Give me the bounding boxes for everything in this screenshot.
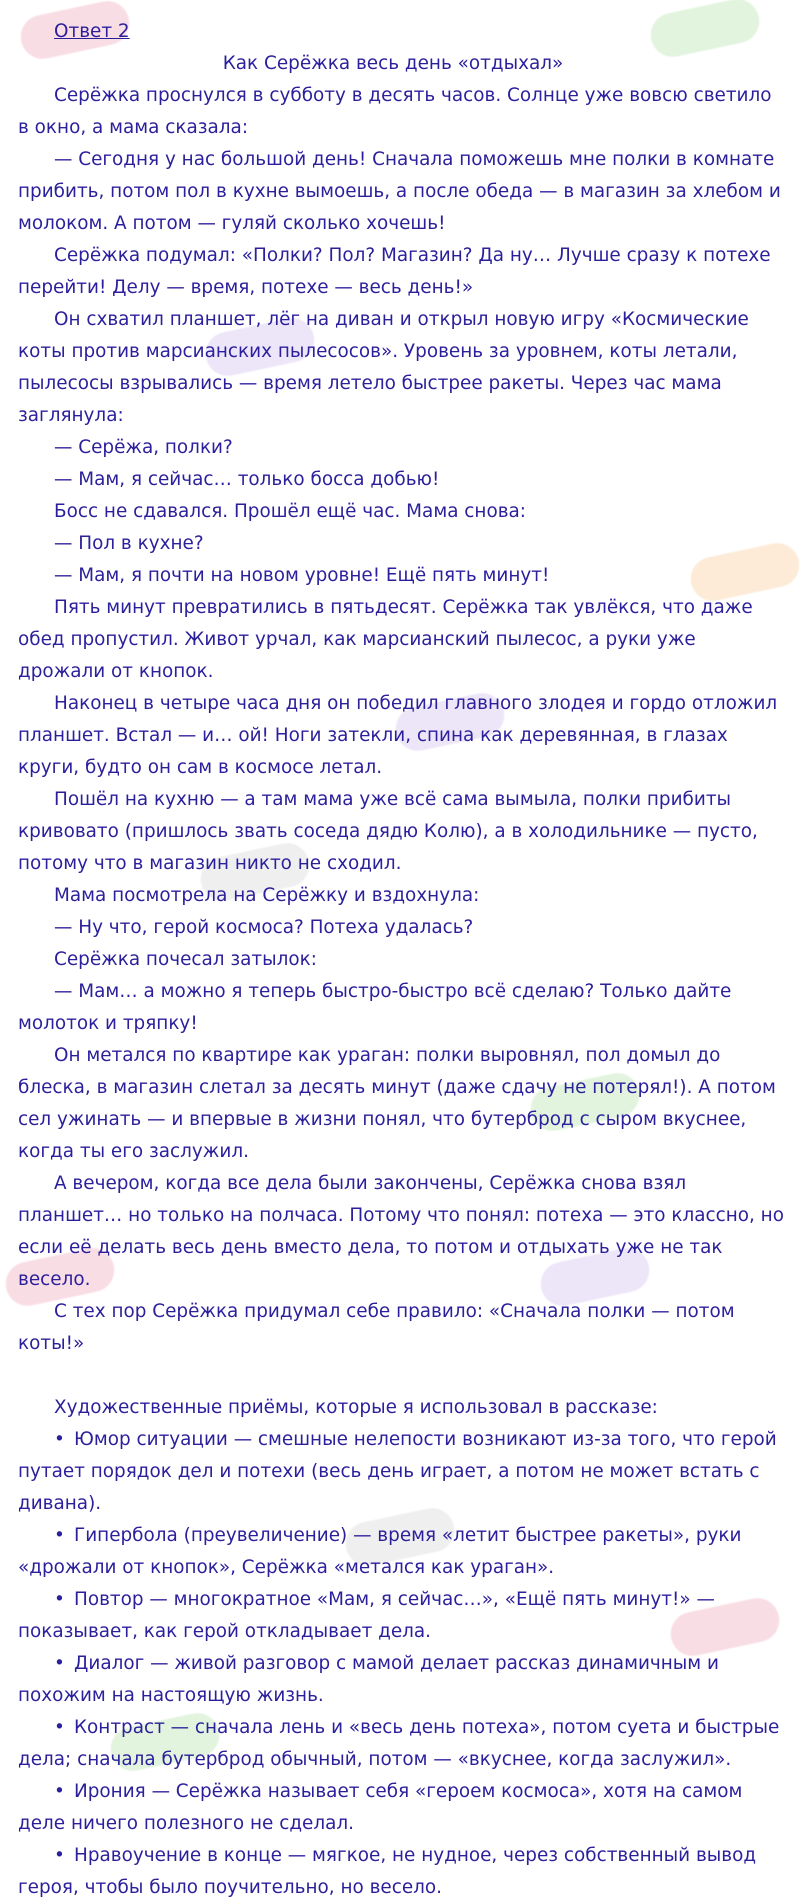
story-paragraph: Босс не сдавался. Прошёл ещё час. Мама снова:	[54, 501, 526, 522]
story-paragraph: Серёжка подумал: «Полки? Пол? Магазин? Да ну… Лучше сразу к потехе перейти! Делу — время, потехе — весь день!»	[18, 245, 771, 298]
list-item	[18, 1520, 788, 1584]
story-paragraph: — Мам… а можно я теперь быстро-быстро всё сделаю? Только дайте молоток и тряпку!	[18, 981, 732, 1034]
answer-content	[18, 16, 788, 1904]
list-item	[18, 1584, 788, 1648]
story-paragraph: Серёжка проснулся в субботу в десять часов. Солнце уже вовсю светило в окно, а мама сказала:	[18, 85, 772, 138]
bullet-icon: •	[54, 1717, 65, 1738]
bullet-icon: •	[54, 1589, 65, 1610]
story-paragraph: — Пол в кухне?	[54, 533, 204, 554]
story-paragraph: Пошёл на кухню — а там мама уже всё сама вымыла, полки прибиты кривовато (пришлось звать соседа дядю Колю), а в холодильнике — пусто, потому что в магазин никто не сходил.	[18, 789, 758, 874]
story-paragraph: — Серёжа, полки?	[54, 437, 233, 458]
list-item-text: Юмор ситуации — смешные нелепости возникают из-за того, что герой путает порядок дел и потехи (весь день играет, а потом не может встать с дивана).	[18, 1429, 777, 1514]
list-item-text: Диалог — живой разговор с мамой делает рассказ динамичным и похожим на настоящую жизнь.	[18, 1653, 719, 1706]
story-paragraph: Серёжка почесал затылок:	[54, 949, 317, 970]
devices-list	[18, 1424, 788, 1904]
bullet-icon: •	[54, 1845, 65, 1866]
bullet-icon: •	[54, 1429, 65, 1450]
story-paragraph: Он метался по квартире как ураган: полки выровнял, пол домыл до блеска, в магазин слетал за десять минут (даже сдачу не потерял!). А потом сел ужинать — и впервые в жизни понял, что бутерброд с сыром вкуснее, когда ты его заслужил.	[18, 1045, 776, 1162]
section-spacer	[18, 1360, 788, 1392]
story-paragraph: — Сегодня у нас большой день! Сначала поможешь мне полки в комнате прибить, потом пол в кухне вымоешь, а после обеда — в магазин за хлебом и молоком. А потом — гуляй сколько хочешь!	[18, 149, 781, 234]
story-paragraph: — Мам, я сейчас… только босса добью!	[54, 469, 440, 490]
story-paragraph: А вечером, когда все дела были закончены, Серёжка снова взял планшет… но только на полчаса. Потому что понял: потеха — это классно, но если её делать весь день вместо дела, то потом и отдыхать уже не так весело.	[18, 1173, 784, 1290]
list-item-text: Гипербола (преувеличение) — время «летит быстрее ракеты», руки «дрожали от кнопок», Серёжка «метался как ураган».	[18, 1525, 742, 1578]
list-item-text: Контраст — сначала лень и «весь день потеха», потом суета и быстрые дела; сначала бутерброд обычный, потом — «вкуснее, когда заслужил».	[18, 1717, 780, 1770]
story-paragraph: Наконец в четыре часа дня он победил главного злодея и гордо отложил планшет. Встал — и… ой! Ноги затекли, спина как деревянная, в глазах круги, будто он сам в космосе летал.	[18, 693, 778, 778]
story-paragraph: — Ну что, герой космоса? Потеха удалась?	[54, 917, 474, 938]
list-item	[18, 1648, 788, 1712]
devices-heading: Художественные приёмы, которые я использовал в рассказе:	[54, 1397, 658, 1418]
list-item	[18, 1712, 788, 1776]
list-item-text: Нравоучение в конце — мягкое, не нудное, через собственный вывод героя, чтобы было поучительно, но весело.	[18, 1845, 757, 1898]
bullet-icon: •	[54, 1525, 65, 1546]
bullet-icon: •	[54, 1653, 65, 1674]
story-paragraph: Пять минут превратились в пятьдесят. Серёжка так увлёкся, что даже обед пропустил. Живот урчал, как марсианский пылесос, а руки уже дрожали от кнопок.	[18, 597, 753, 682]
bullet-icon: •	[54, 1781, 65, 1802]
list-item-text: Повтор — многократное «Мам, я сейчас…», «Ещё пять минут!» — показывает, как герой откладывает дела.	[18, 1589, 715, 1642]
list-item	[18, 1776, 788, 1840]
list-item	[18, 1424, 788, 1520]
answer-link[interactable]: Ответ 2	[54, 21, 130, 42]
story-paragraph: — Мам, я почти на новом уровне! Ещё пять минут!	[54, 565, 550, 586]
story-paragraph: Мама посмотрела на Серёжку и вздохнула:	[54, 885, 480, 906]
story-body	[18, 80, 788, 1360]
list-item	[18, 1840, 788, 1904]
story-title: Как Серёжка весь день «отдыхал»	[222, 53, 564, 74]
story-paragraph: Он схватил планшет, лёг на диван и открыл новую игру «Космические коты против марсианских пылесосов». Уровень за уровнем, коты летали, пылесосы взрывались — время летело быстрее ракеты. Через час мама заглянула:	[18, 309, 749, 426]
story-paragraph: С тех пор Серёжка придумал себе правило: «Сначала полки — потом коты!»	[18, 1301, 735, 1354]
list-item-text: Ирония — Серёжка называет себя «героем космоса», хотя на самом деле ничего полезного не сделал.	[18, 1781, 743, 1834]
